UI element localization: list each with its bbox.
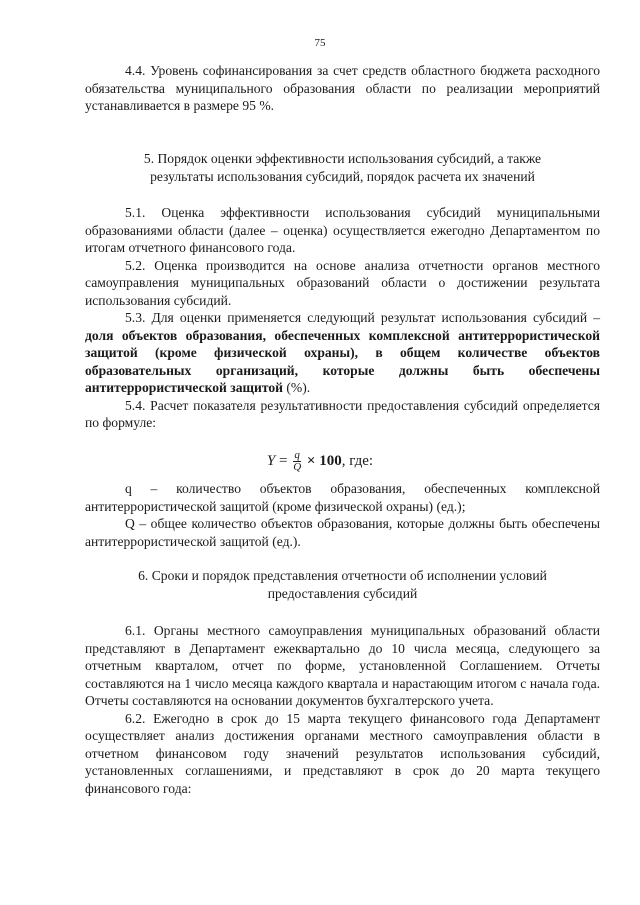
definition-Q: Q – общее количество объектов образования, которые должны быть обеспечены антитеррористической защитой (ед.). xyxy=(85,516,600,549)
heading-5-line-2: результаты использования субсидий, порядок расчета их значений xyxy=(150,169,535,184)
heading-6-line-2: предоставления субсидий xyxy=(267,586,418,601)
paragraph-4-4: 4.4. Уровень софинансирования за счет средств областного бюджета расходного обязательства муниципального образования области по реализации мероприятий устанавливается в размере 95 %. xyxy=(85,63,600,113)
formula-suffix: , где: xyxy=(341,452,374,469)
paragraph-5-4: 5.4. Расчет показателя результативности предоставления субсидий определяется по формуле: xyxy=(85,397,600,430)
formula xyxy=(0,450,640,473)
section-4-4 xyxy=(85,62,600,115)
formula-eq: = xyxy=(275,452,292,469)
heading-6-line-1: 6. Сроки и порядок представления отчетности об исполнении условий xyxy=(138,568,547,583)
paragraph-5-2: 5.2. Оценка производится на основе анализа отчетности органов местного самоуправления муниципальных образований области о достижении результата использования субсидий. xyxy=(85,257,600,308)
heading-section-6 xyxy=(85,567,600,603)
definition-q: q – количество объектов образования, обеспеченных комплексной антитеррористической защитой (кроме физической охраны) (ед.); xyxy=(85,481,600,514)
paragraph-5-3-lead: 5.3. Для оценки применяется следующий результат использования субсидий – xyxy=(125,310,600,325)
section-6-body xyxy=(85,622,600,797)
paragraph-5-1: 5.1. Оценка эффективности использования субсидий муниципальными образованиями области (далее – оценка) осуществляется ежегодно Департаментом по итогам отчетного финансового года. xyxy=(85,205,600,255)
paragraph-5-3 xyxy=(85,309,600,397)
section-5-body xyxy=(85,204,600,432)
formula-multiplier: 100 xyxy=(319,452,342,469)
heading-5-line-1: 5. Порядок оценки эффективности использования субсидий, а также xyxy=(143,151,542,166)
formula-definitions xyxy=(85,480,600,550)
formula-denominator: Q xyxy=(293,461,302,473)
formula-lhs: Y xyxy=(266,452,276,469)
formula-numerator: q xyxy=(294,449,300,461)
paragraph-6-2: 6.2. Ежегодно в срок до 15 марта текущего финансового года Департамент осуществляет анализ достижения органами местного самоуправления области в отчетном финансовом году значений результатов использования субсидий, установленных соглашениями, и представляют в срок до 20 марта текущего финансового года: xyxy=(85,710,600,796)
page-number: 75 xyxy=(314,37,326,49)
paragraph-6-1: 6.1. Органы местного самоуправления муниципальных образований области представляют в Департамент ежеквартально до 10 числа месяца, следующего за отчетным кварталом, отчет по форме, установленной Соглашением. Отчеты составляются на 1 число месяца каждого квартала и нарастающим итогом с начала года. Отчеты составляются на основании документов бухгалтерского учета. xyxy=(85,623,600,708)
paragraph-5-3-tail: (%). xyxy=(282,380,311,395)
heading-section-5 xyxy=(85,150,600,186)
paragraph-5-3-bold: доля объектов образования, обеспеченных комплексной антитеррористической защитой (кроме физической охраны), в общем количестве объектов образовательных организаций, которые должны быть обеспечены антитеррористической защитой xyxy=(85,327,600,395)
formula-fraction xyxy=(293,450,301,473)
formula-times: × xyxy=(303,452,320,469)
